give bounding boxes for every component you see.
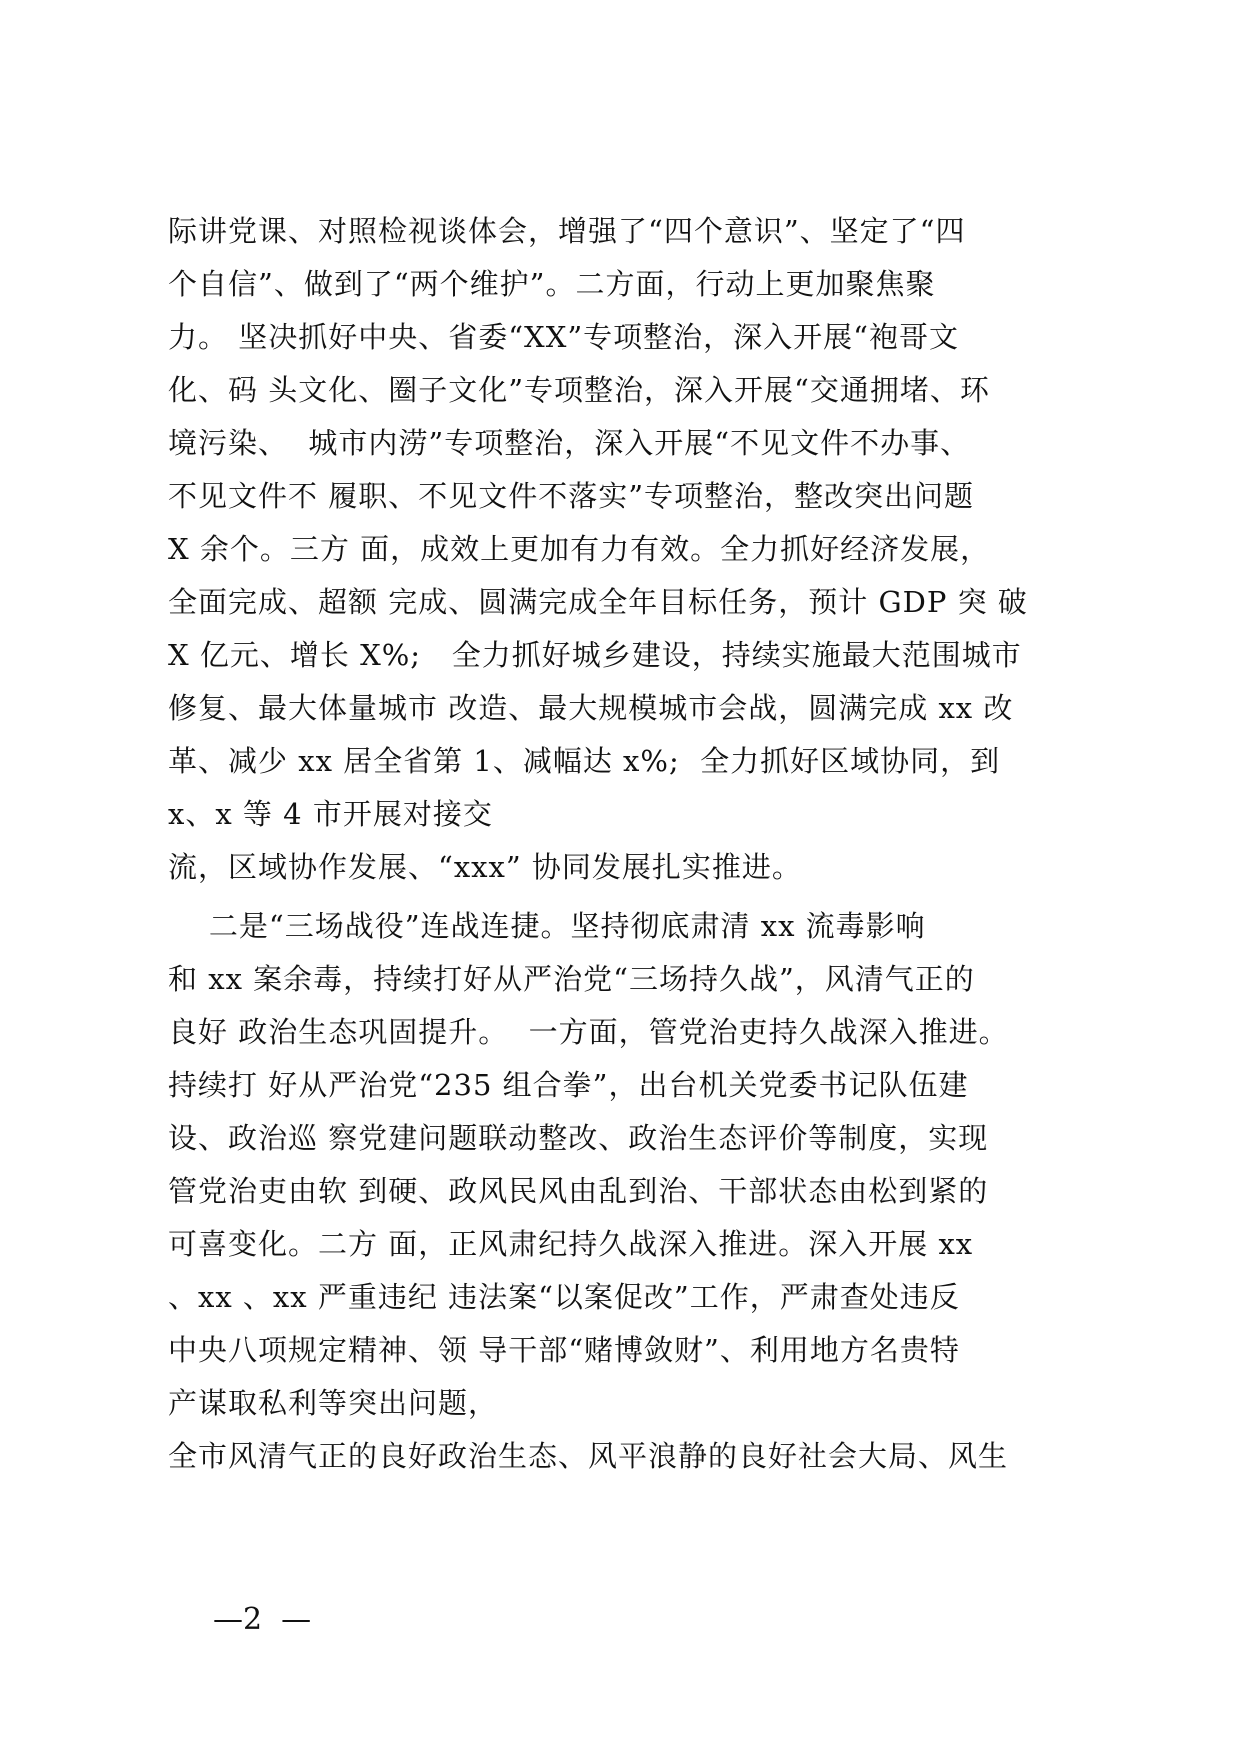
paragraph-2-line-4: 持续打 好从严治党“235 组合拳”，出台机关党委书记队伍建 [168, 1068, 969, 1102]
paragraph-1-line-13: 流，区域协作发展、“xxx” 协同发展扎实推进。 [168, 850, 802, 884]
paragraph-1-line-12: x、x 等 4 市开展对接交 [168, 797, 493, 831]
page-number: —2 — [213, 1602, 312, 1637]
paragraph-1-line-11: 革、减少 xx 居全省第 1、减幅达 x%; 全力抓好区域协同，到 [168, 744, 1001, 778]
paragraph-2-line-2: 和 xx 案余毒，持续打好从严治党“三场持久战”，风清气正的 [168, 962, 975, 996]
paragraph-1-line-2: 个自信”、做到了“两个维护”。二方面，行动上更加聚焦聚 [168, 267, 936, 301]
paragraph-2-line-10: 产谋取私利等突出问题， [168, 1386, 499, 1420]
paragraph-1-line-10: 修复、最大体量城市 改造、最大规模城市会战，圆满完成 xx 改 [168, 691, 1014, 725]
paragraph-2-line-7: 可喜变化。二方 面，正风肃纪持久战深入推进。深入开展 xx [168, 1227, 974, 1261]
paragraph-1-line-1: 际讲党课、对照检视谈体会，增强了“四个意识”、坚定了“四 [168, 214, 966, 248]
paragraph-1-line-4: 化、码 头文化、圈子文化”专项整治，深入开展“交通拥堵、环 [168, 373, 990, 407]
paragraph-2-line-5: 设、政治巡 察党建问题联动整改、政治生态评价等制度，实现 [168, 1121, 989, 1155]
paragraph-2-line-6: 管党治吏由软 到硬、政风民风由乱到治、干部状态由松到紧的 [168, 1174, 989, 1208]
body-text [168, 205, 1098, 1483]
paragraph-2-line-8: 、xx 、xx 严重违纪 违法案“以案促改”工作，严肃查处违反 [168, 1280, 960, 1314]
paragraph-1-line-9: X 亿元、增长 X%; 全力抓好城乡建设，持续实施最大范围城市 [168, 638, 1022, 672]
paragraph-1-line-6: 不见文件不 履职、不见文件不落实”专项整治，整改突出问题 [168, 479, 975, 513]
paragraph-2-line-1: 二是“三场战役”连战连捷。坚持彻底肃清 xx 流毒影响 [168, 909, 926, 943]
paragraph-2-line-9: 中央八项规定精神、领 导干部“赌博敛财”、利用地方名贵特 [168, 1333, 960, 1367]
paragraph-1-line-7: X 余个。三方 面，成效上更加有力有效。全力抓好经济发展， [168, 532, 991, 566]
paragraph-1-line-8: 全面完成、超额 完成、圆满完成全年目标任务，预计 GDP 突 破 [168, 585, 1028, 619]
paragraph-2-line-11: 全市风清气正的良好政治生态、风平浪静的良好社会大局、风生 [168, 1439, 1009, 1473]
paragraph-1-line-3: 力。 坚决抓好中央、省委“XX”专项整治，深入开展“袍哥文 [168, 320, 959, 354]
paragraph-2-line-3: 良好 政治生态巩固提升。 一方面，管党治吏持久战深入推进。 [168, 1015, 1009, 1049]
paragraph-1-line-5: 境污染、 城市内涝”专项整治，深入开展“不见文件不办事、 [168, 426, 971, 460]
